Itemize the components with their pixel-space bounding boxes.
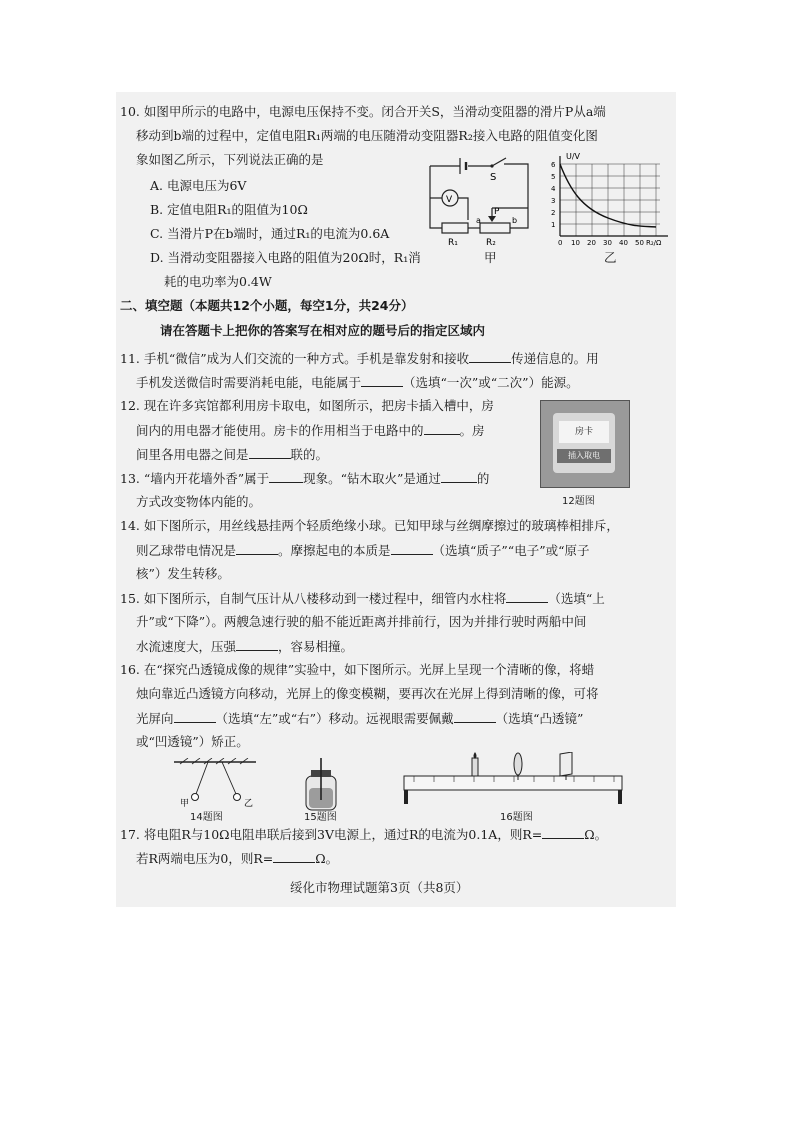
q17-line2: 若R两端电压为0，则R= Ω。 — [136, 851, 339, 866]
bench-leg-right — [618, 790, 622, 804]
bench-leg-left — [404, 790, 408, 804]
q12-blank-1 — [424, 422, 460, 435]
convex-lens — [514, 753, 522, 775]
q12-line1: 12. 现在许多宾馆都利用房卡取电，如图所示，把房卡插入槽中，房 — [120, 398, 494, 413]
graph-ytick: 2 — [551, 209, 556, 217]
room-card-photo — [540, 400, 630, 488]
circuit-wire-left — [430, 166, 442, 228]
q11-blank-2 — [361, 374, 403, 387]
graph-ytick: 3 — [551, 197, 556, 205]
graph-ylabel: U/V — [566, 152, 581, 161]
q10-option-d-cont: 耗的电功率为0.4W — [164, 274, 272, 289]
graph-caption: 乙 — [604, 250, 617, 265]
resistor-r1 — [442, 223, 468, 233]
graph-xtick: 50 — [635, 239, 644, 247]
q14-blank-1 — [236, 542, 278, 555]
q14-blank-2 — [391, 542, 433, 555]
q11-line2: 手机发送微信时需要消耗电能，电能属于 （选填“一次”或“二次”）能源。 — [136, 375, 579, 390]
ball-yi — [234, 794, 241, 801]
slider-p-label: P — [494, 207, 500, 217]
bench-ruler — [404, 776, 622, 790]
section-note: 请在答题卡上把你的答案写在相对应的题号后的指定区域内 — [160, 323, 486, 338]
q16-line4: 或“凹透镜”）矫正。 — [136, 734, 249, 749]
ball-yi-label: 乙 — [244, 799, 254, 808]
fig15-caption: 15题图 — [304, 812, 337, 823]
graph-ytick: 5 — [551, 173, 556, 181]
graph-xlabel: R₂/Ω — [646, 239, 662, 247]
q17-line1: 17. 将电阻R与10Ω电阻串联后接到3V电源上，通过R的电流为0.1A，则R= Ω。 — [120, 827, 608, 842]
terminal-a-label: a — [476, 216, 481, 225]
q13-line2: 方式改变物体内能的。 — [136, 494, 262, 509]
q13-blank-1 — [269, 470, 303, 483]
q15-line1: 15. 如下图所示，自制气压计从八楼移动到一楼过程中，细管内水柱将 （选填“上 — [120, 591, 605, 606]
q17-blank-1 — [542, 826, 584, 839]
switch-blade — [492, 158, 506, 166]
fig14-suspended-balls — [170, 758, 260, 808]
graph-ytick: 4 — [551, 185, 556, 193]
r2-label: R₂ — [486, 238, 496, 248]
q15-blank-2 — [236, 638, 278, 651]
switch-label: S — [490, 172, 497, 183]
terminal-b-label: b — [512, 216, 518, 225]
fig15-barometer — [298, 756, 344, 812]
q11-blank-1 — [469, 350, 511, 363]
q10-option-d: D. 当滑动变阻器接入电路的阻值为20Ω时，R₁消 — [150, 250, 421, 265]
q14-line1: 14. 如下图所示，用丝线悬挂两个轻质绝缘小球。已知甲球与丝绸摩擦过的玻璃棒相排斥， — [120, 518, 619, 533]
candle — [472, 758, 478, 776]
q12-figure-caption: 12题图 — [562, 496, 595, 507]
page-footer: 绥化市物理试题第3页（共8页） — [290, 880, 469, 895]
circuit-diagram — [420, 152, 540, 248]
circuit-wire-top-right — [504, 164, 528, 208]
light-screen — [560, 752, 572, 776]
q15-line3: 水流速度大，压强 ，容易相撞。 — [136, 639, 354, 654]
graph-ytick: 6 — [551, 161, 556, 169]
graph-xtick: 0 — [558, 239, 563, 247]
q15-blank-1 — [506, 590, 548, 603]
q16-line1: 16. 在“探究凸透镜成像的规律”实验中，如下图所示。光屏上呈现一个清晰的像，将蜡 — [120, 662, 595, 677]
fig16-caption: 16题图 — [500, 812, 533, 823]
q14-line2: 则乙球带电情况是 。摩擦起电的本质是 （选填“质子”“电子”或“原子 — [136, 543, 590, 558]
room-card: 房卡 — [559, 421, 609, 443]
graph-xtick: 40 — [619, 239, 628, 247]
q11-line1: 11. 手机“微信”成为人们交流的一种方式。手机是靠发射和接收 传递信息的。用 — [120, 351, 599, 366]
q15-line2: 升”或“下降”）。两艘急速行驶的船不能近距离并排前行，因为并排行驶时两船中间 — [136, 614, 587, 629]
thread-yi — [222, 762, 236, 794]
graph-xtick: 10 — [571, 239, 580, 247]
q16-line3: 光屏向 （选填“左”或“右”）移动。远视眼需要佩戴 （选填“凸透镜” — [136, 711, 584, 726]
q10-option-b: B. 定值电阻R₁的阻值为10Ω — [150, 202, 308, 217]
graph-ytick: 1 — [551, 221, 556, 229]
voltmeter-wire-right — [458, 198, 468, 220]
q14-line3: 核”）发生转移。 — [136, 566, 230, 581]
q12-line3: 间里各用电器之间是 联的。 — [136, 447, 329, 462]
ball-jia — [192, 794, 199, 801]
thread-jia — [196, 762, 208, 794]
fig16-optical-bench — [400, 752, 626, 808]
switch-pivot — [490, 164, 493, 167]
q12-blank-2 — [249, 446, 291, 459]
q10-line1: 10. 如图甲所示的电路中，电源电压保持不变。闭合开关S，当滑动变阻器的滑片P从a端 — [120, 104, 606, 119]
q17-blank-2 — [273, 850, 315, 863]
q10-option-c: C. 当滑片P在b端时，通过R₁的电流为0.6A — [150, 226, 390, 241]
graph-xtick: 30 — [603, 239, 612, 247]
q10-line2: 移动到b端的过程中，定值电阻R₁两端的电压随滑动变阻器R₂接入电路的阻值变化图 — [136, 128, 598, 143]
q16-line2: 烛向靠近凸透镜方向移动，光屏上的像变模糊，要再次在光屏上得到清晰的像，可将 — [136, 686, 599, 701]
r1-label: R₁ — [448, 238, 458, 248]
q16-blank-1 — [174, 710, 216, 723]
graph-u-r2 — [546, 150, 674, 248]
rheostat-r2 — [480, 223, 510, 233]
voltmeter-label: V — [446, 195, 453, 205]
q10-option-a: A. 电源电压为6V — [150, 178, 247, 193]
q13-line1: 13. “墙内开花墙外香”属于 现象。“钻木取火”是通过 的 — [120, 471, 490, 486]
circuit-caption: 甲 — [484, 250, 497, 265]
section-title: 二、填空题（本题共12个小题，每空1分，共24分） — [120, 298, 414, 313]
card-slot-label: 插入取电 — [557, 449, 611, 463]
ball-jia-label: 甲 — [180, 799, 190, 808]
q16-blank-2 — [454, 710, 496, 723]
q12-line2: 间内的用电器才能使用。房卡的作用相当于电路中的 。房 — [136, 423, 485, 438]
q13-blank-2 — [441, 470, 477, 483]
graph-xtick: 20 — [587, 239, 596, 247]
q10-line3: 象如图乙所示，下列说法正确的是 — [136, 152, 324, 167]
fig14-caption: 14题图 — [190, 812, 223, 823]
